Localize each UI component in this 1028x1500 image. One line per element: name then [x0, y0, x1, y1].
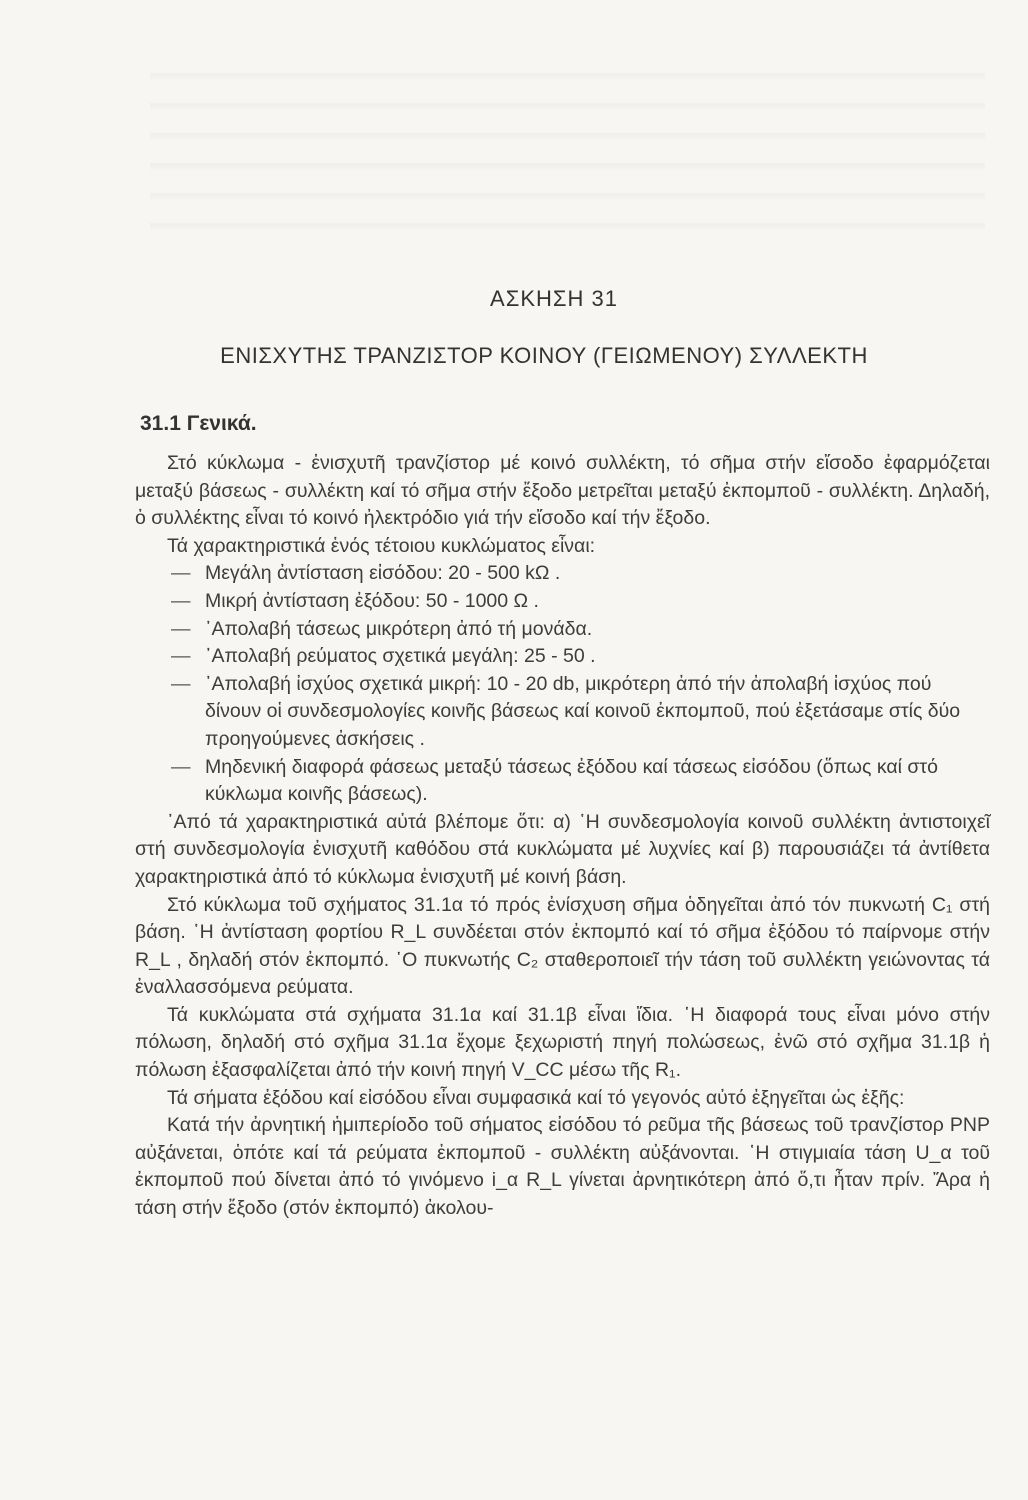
list-item: — Μηδενική διαφορά φάσεως μεταξύ τάσεως ἐξόδου καί τάσεως εἰσόδου (ὅπως καί στό κύκλωμα κοινῆς βάσεως). — [159, 754, 990, 809]
paragraph-characteristics-intro: Τά χαρακτηριστικά ἑνός τέτοιου κυκλώματος εἶναι: — [167, 534, 596, 557]
exercise-number: ΑΣΚΗΣΗ 31 — [490, 286, 618, 311]
paragraph-comparison: ᾿Από τά χαρακτηριστικά αὐτά βλέπομε ὅτι: α) ῾Η συνδεσμολογία κοινοῦ συλλέκτη ἀντιστοιχεῖ στή συνδεσμολογία ἐνισχυτῆ καθόδου στά κυκλώματα μέ λυχνίες καί β) παρουσιάζει τά ἀντίθετα χαρακτηριστικά ἀπό τό κύκλωμα ἐνισχυτῆ μέ κοινή βάση. — [135, 810, 990, 888]
paragraph-explanation: Κατά τήν ἀρνητική ἡμιπερίοδο τοῦ σήματος εἰσόδου τό ρεῦμα τῆς βάσεως τοῦ τρανζίστορ PNP αὐξάνεται, ὁπότε καί τά ρεύματα ἐκπομποῦ - συλλέκτη αὐξάνονται. ῾Η στιγμιαία τάση U_α τοῦ ἐκπομποῦ πού δίνεται ἀπό τό γινόμενο i_α R_L γίνεται ἀρνητικότερη ἀπό ὅ,τι ἦταν πρίν. Ἄρα ἡ τάση στήν ἔξοδο (στόν ἐκπομπό) ἀκολου- — [135, 1114, 990, 1220]
paragraph-intro: Στό κύκλωμα - ἐνισχυτῆ τρανζίστορ μέ κοινό συλλέκτη, τό σῆμα στήν εἴσοδο ἐφαρμόζεται μεταξύ βάσεως - συλλέκτη καί τό σῆμα στήν ἔξοδο μετρεῖται μεταξύ ἐκπομποῦ - συλλέκτη. Δηλαδή, ὁ συλλέκτης εἶναι τό κοινό ἠλεκτρόδιο γιά τήν εἴσοδο καί τήν ἔξοδο. — [135, 452, 990, 530]
bleed-through-text — [150, 60, 985, 250]
paragraph-circuit-difference: Τά κυκλώματα στά σχήματα 31.1α καί 31.1β εἶναι ἴδια. ῾Η διαφορά τους εἶναι μόνο στήν πόλωση, δηλαδή στό σχῆμα 31.1α ἔχομε ξεχωριστή πηγή πολώσεως, ἐνῶ στό σχῆμα 31.1β ἡ πόλωση ἐξασφαλίζεται ἀπό τήν κοινή πηγή V_CC μέσω τῆς R₁. — [135, 1003, 990, 1082]
section-heading: 31.1 Γενικά. — [140, 412, 257, 435]
list-item: — ᾿Απολαβή τάσεως μικρότερη ἀπό τή μονάδα. — [159, 616, 990, 644]
exercise-title: ΕΝΙΣΧΥΤΗΣ ΤΡΑΝΖΙΣΤΟΡ ΚΟΙΝΟΥ (ΓΕΙΩΜΕΝΟΥ) ΣΥΛΛΕΚΤΗ — [220, 343, 868, 368]
list-item: — ᾿Απολαβή ἰσχύος σχετικά μικρή: 10 - 20 db, μικρότερη ἀπό τήν ἀπολαβή ἰσχύος πού δίνουν οἱ συνδεσμολογίες κοινῆς βάσεως καί κοινοῦ ἐκπομποῦ, πού ἐξετάσαμε στίς δύο προηγούμενες ἀσκήσεις . — [159, 671, 990, 754]
list-item: — ᾿Απολαβή ρεύματος σχετικά μεγάλη: 25 - 50 . — [159, 643, 990, 671]
characteristics-list — [135, 560, 990, 808]
paragraph-phase-statement: Τά σήματα ἐξόδου καί εἰσόδου εἶναι συμφασικά καί τό γεγονός αὐτό ἐξηγεῖται ὡς ἐξῆς: — [167, 1086, 905, 1109]
body-text — [135, 450, 990, 1223]
list-item: — Μεγάλη ἀντίσταση εἰσόδου: 20 - 500 kΩ . — [159, 560, 990, 588]
list-item: — Μικρή ἀντίσταση ἐξόδου: 50 - 1000 Ω . — [159, 588, 990, 616]
paragraph-circuit-description: Στό κύκλωμα τοῦ σχήματος 31.1α τό πρός ἐνίσχυση σῆμα ὁδηγεῖται ἀπό τόν πυκνωτή C₁ στή βάση. ῾Η ἀντίσταση φορτίου R_L συνδέεται στόν ἐκπομπό καί τό σῆμα ἐξόδου τό παίρνομε στήν R_L , δηλαδή στόν ἐκπομπό. ῾Ο πυκνωτής C₂ σταθεροποιεῖ τήν τάση τοῦ συλλέκτη γειώνοντας τά ἐναλλασσόμενα ρεύματα. — [135, 893, 990, 999]
